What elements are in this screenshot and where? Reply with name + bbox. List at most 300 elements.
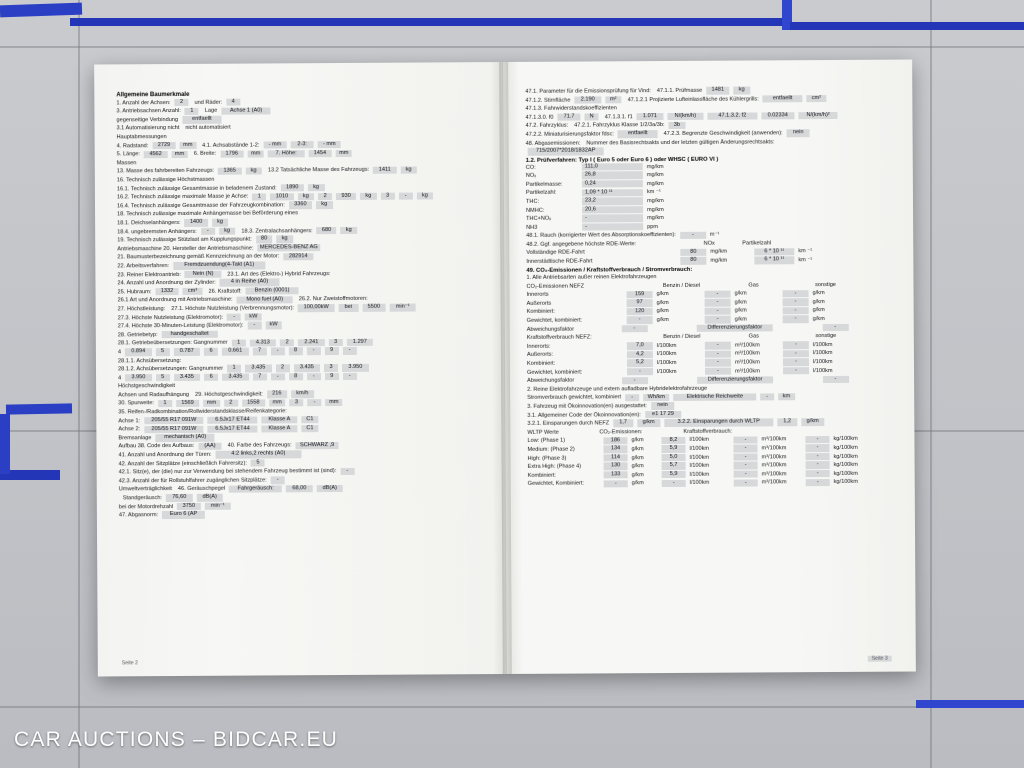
left-page-rows (116, 97, 487, 520)
left-label-24: 27. Höchstleistung: (117, 306, 166, 313)
document-field-row (526, 146, 895, 156)
left-value2-15-1: kg (340, 227, 357, 234)
left-value-37-3: C1 (302, 416, 319, 423)
left-label-31: 28.1.2. Achsübersetzungen: Gangnummer (117, 365, 224, 373)
left-value2-2-0: entfaellt (182, 116, 222, 124)
fuel-label-3: Gewichtet, kombiniert: (527, 369, 583, 376)
left-value-28-3: 2.241 (298, 339, 325, 347)
left-value-8-1: kg (245, 167, 262, 174)
co2-unit-2-2: g/km (812, 307, 825, 314)
fuel-label-0: Innerorts: (526, 343, 551, 350)
right-page-top-rows (525, 86, 894, 156)
left-value-31-1: 3.435 (245, 365, 272, 373)
left-value-35-6: 3 (290, 399, 304, 406)
right-top-value-1-1: m² (605, 96, 622, 103)
note-value-4-1: g/km (637, 420, 660, 428)
left-label-8: 13. Masse des fahrbereiten Fahrzeugs: (116, 168, 215, 175)
co2-unit-3-1: g/km (734, 316, 747, 323)
left-value2-0-0: 4 (226, 99, 240, 106)
wltp-value-2-2: - (734, 453, 758, 461)
wltp-value-2-3: - (806, 453, 830, 461)
wltp-value-5-0: - (604, 480, 628, 488)
emission-unit-7: ppm (647, 223, 659, 230)
wltp-value-3-2: - (734, 462, 758, 470)
wltp-unit-2-3: kg/100km (833, 453, 858, 460)
left-value-31-5: 3.950 (342, 364, 369, 372)
left-value-37-1: 6.5Jx17 ET44 (208, 416, 258, 424)
left-label-32: 4 (118, 375, 122, 382)
right-top-value2-4-0: 3b (669, 122, 686, 129)
left-value2-42-0: 5 (251, 459, 265, 466)
rde-smoke-label: 48.1. Rauch (korrigierter Wert des Absorptionskoeffizienten): (526, 232, 676, 240)
left-value-38-2: Klasse A (261, 425, 297, 433)
tile-line-h3 (0, 706, 1024, 708)
left-value2-43-0: - (340, 467, 354, 474)
document-field-row (119, 509, 487, 519)
emission-value-1: 26,8 (582, 172, 643, 180)
note-value-3-0: e1 17 29 (645, 411, 681, 419)
note-label-2: 3. Fahrzeug mit Ökoinnovation(en) ausgestattet: (527, 403, 647, 410)
wltp-row (528, 478, 897, 488)
fuel-value-2-0: 5,2 (627, 359, 653, 367)
wltp-value-3-1: 5,7 (662, 462, 686, 470)
left-value-11-3: 2 (318, 193, 332, 200)
left-label-17: Antriebsmaschine 20. Hersteller der Antriebsmaschine: (117, 245, 254, 253)
right-top-label2-1: 47.1.2.1 Projizierte Lufteinlassfläche des Kühlergrills: (627, 96, 759, 103)
wltp-unit-2-2: m³/100km (761, 453, 787, 460)
co2-value-2-0: 120 (627, 308, 653, 316)
wltp-unit-4-0: g/km (631, 471, 644, 478)
wltp-value-0-2: - (733, 436, 757, 444)
left-label-40: Aufbau 38. Code des Aufbaus: (118, 443, 195, 450)
left-value2-34-1: km/h (291, 390, 314, 398)
folio-right (868, 656, 892, 662)
co2-value-0-1: - (705, 290, 731, 298)
wltp-value-1-3: - (805, 444, 829, 452)
left-label2-6: 6. Breite: (193, 151, 217, 158)
rde-nox-unit-1: mg/km (710, 257, 728, 264)
left-value-11-8: kg (417, 192, 434, 199)
wltp-value-0-1: 8,2 (661, 437, 685, 445)
vehicle-document-booklet (94, 60, 916, 677)
emissions-table (526, 161, 895, 231)
rde-smoke-unit: m⁻¹ (709, 231, 720, 239)
left-value2-25-1: kW (245, 313, 262, 320)
fuel-value-2-2: - (783, 358, 809, 366)
note-label-4: 3.2.1. Einsparungen durch NEFZ (527, 420, 610, 428)
right-top-value2-3-4: N/(km/h)² (798, 112, 838, 120)
wltp-unit-2-1: l/100km (689, 454, 710, 461)
left-label2-46: Standgeräusch: (122, 495, 162, 502)
left-value-38-1: 6.5Jx17 ET44 (208, 425, 258, 433)
left-value-29-5: 7 (252, 348, 266, 355)
wltp-unit-0-0: g/km (631, 437, 644, 444)
fuel-unit-3-0: l/100km (657, 368, 677, 375)
emissions-heading: 1.2. Prüfverfahren: Typ I ( Euro 5 oder Euro 6 ) oder WHSC ( EURO VI ) (525, 156, 719, 164)
left-value-32-2: 3.435 (174, 374, 201, 382)
left-value-5-0: 2729 (152, 142, 175, 150)
tile-line-v1 (78, 0, 80, 768)
left-label-1: 3. Antriebsachsen Anzahl: (116, 108, 181, 115)
emission-name-3: Partikelzahl: (525, 190, 557, 197)
note-value-4-2: 3.2.2. Einsparungen durch WLTP (664, 419, 773, 427)
wltp-unit-3-2: m³/100km (761, 462, 787, 469)
rde-nox-unit-0: mg/km (710, 249, 728, 256)
left-value2-26-1: kW (265, 322, 282, 329)
left-value-38-3: C1 (302, 425, 319, 432)
left-value2-5-1: 2-3: (291, 141, 314, 149)
left-value-29-2: 0.787 (173, 348, 200, 356)
left-value-11-4: 930 (336, 192, 356, 200)
right-top-value2-1-0: entfaellt (763, 95, 803, 103)
right-top-value2-3-2: 47.1.3.2. f2 (708, 113, 758, 121)
emission-unit-5: mg/km (647, 206, 664, 213)
left-value-29-7: 8 (288, 347, 302, 354)
left-value-32-1: 5 (156, 374, 170, 381)
wltp-label-1: Medium: (Phase 2) (527, 446, 575, 453)
left-value2-45-2: dB(A) (317, 485, 344, 493)
right-top-value2-7-0: 715/2007*2018/1832AP (528, 148, 604, 156)
wltp-header-0: WLTP Werte (527, 429, 559, 436)
wltp-unit-1-0: g/km (631, 446, 644, 453)
wltp-unit-0-1: l/100km (689, 437, 710, 444)
left-value2-12-1: kg (316, 201, 333, 208)
wltp-unit-1-2: m³/100km (761, 445, 787, 452)
wltp-label-5: Gewichtet, Kombiniert: (527, 480, 585, 488)
left-value2-41-0: 4:2 links,2 rechts (A0) (215, 451, 301, 459)
co2-value-4-1: Differenzierungsfaktor (697, 324, 773, 332)
left-value-35-2: mm (203, 400, 220, 407)
left-label-38: Achse 2: (118, 426, 141, 433)
left-label-36: 35. Reifen-/Radkombination/Rollwiderstandsklasse/Reifenkategorie: (118, 408, 287, 416)
left-value-31-3: 3.435 (294, 365, 321, 373)
co2-unit-0-2: g/km (812, 290, 825, 297)
left-label-44: 42.3. Anzahl der für Rollstuhlfahrer zugänglichen Sitzplätze: (118, 477, 267, 485)
left-value2-8-1: kg (400, 166, 417, 173)
right-top-value2-3-1: N/(km/h) (667, 113, 703, 121)
note-label-1: Stromverbrauch gewichtet, kombiniert (527, 394, 622, 402)
left-label-11: 16.2. Technisch zulässige maximale Masse je Achse: (116, 193, 249, 201)
co2-value-1-2: - (783, 298, 809, 306)
left-value2-12-0: 3360 (289, 201, 312, 209)
fuel-value-0-0: 7,0 (627, 342, 653, 350)
rde-col-nox: NOx (703, 240, 715, 247)
emission-value-0: 111,0 (582, 163, 643, 171)
fuel-header-0: Kraftstoffverbrauch NEFZ: (526, 334, 592, 342)
co2-value-0-0: 159 (627, 291, 653, 299)
wltp-label-4: Kombiniert: (527, 472, 556, 479)
fuel-value-3-1: - (705, 368, 731, 376)
fuel-value-0-2: - (783, 341, 809, 349)
emission-name-6: THC+NOₓ (526, 215, 552, 222)
left-value-29-10: - (342, 347, 356, 354)
fuel-value-2-1: - (705, 359, 731, 367)
wltp-value-0-0: 186 (603, 437, 627, 445)
left-value2-44-0: - (271, 476, 285, 483)
fuel-unit-2-0: l/100km (656, 359, 677, 367)
left-value2-5-0: - mm (263, 141, 286, 149)
wltp-value-0-3: - (805, 436, 829, 444)
left-value-29-4: 0.661 (222, 348, 249, 356)
emission-name-5: NMHC: (526, 207, 545, 214)
co2-header-2: Gas (748, 282, 759, 289)
wltp-unit-5-3: kg/100km (833, 479, 858, 486)
left-value-35-1: 1569 (176, 400, 199, 408)
emission-name-2: Partikelmasse: (525, 181, 563, 188)
left-page-heading: Allgemeine Baumerkmale (116, 91, 190, 98)
co2-header-3: sonstige (815, 281, 836, 288)
rde-pn-value-1: 6 * 10 ¹¹ (754, 257, 794, 265)
wltp-value-5-2: - (734, 479, 758, 487)
fuel-unit-0-2: l/100km (812, 341, 833, 348)
left-value-28-5: 1.297 (347, 338, 374, 346)
fuel-value-4-1: Differenzierungsfaktor (697, 376, 773, 384)
left-label-6: 5. Länge: (116, 151, 141, 158)
left-value-11-1: 1010 (270, 193, 293, 201)
left-value-31-2: 2 (276, 365, 290, 372)
left-value2-48-0: Euro 6 (AP (162, 511, 205, 519)
rde-pn-value-0: 6 * 10 ¹¹ (754, 248, 794, 256)
left-label-5: 4. Radstand: (116, 142, 149, 150)
left-value-28-1: 4.313 (250, 339, 277, 347)
right-top-label2-3: 47.1.3.1. f1 (604, 113, 633, 121)
blue-tape-right-horizontal (790, 22, 1024, 30)
left-label-33: Höchstgeschwindigkeit (118, 383, 176, 390)
right-top-label2-5: 47.2.3. Begrenzte Geschwindigkeit (anwenden): (663, 130, 783, 137)
co2-value-2-2: - (783, 307, 809, 315)
left-value2-24-1: bei (338, 304, 358, 312)
note-value-1-0: - (625, 394, 639, 401)
blue-tape-top-horizontal (70, 18, 790, 26)
right-top-value-1-0: 2.190 (574, 96, 601, 104)
rde-nox-value-0: 80 (680, 249, 706, 257)
emission-value-4: 23,2 (582, 197, 643, 205)
left-value2-17-0: MERCEDES-BENZ AG (257, 244, 320, 252)
co2-value-2-1: - (705, 307, 731, 315)
wltp-unit-3-3: kg/100km (833, 461, 858, 469)
left-value2-14-0: 1400 (185, 219, 208, 227)
left-label-9: 16. Technisch zulässige Höchstmassen (116, 176, 215, 184)
left-value2-6-2: 7. Höhe: (268, 150, 304, 158)
left-value-11-6: 3 (381, 192, 395, 199)
co2-unit-1-2: g/km (812, 298, 825, 305)
left-value-37-2: Klasse A (261, 416, 297, 424)
page-right-content (503, 60, 916, 674)
left-value-15-0: - (201, 228, 215, 235)
left-value-35-7: - (308, 399, 322, 406)
left-value-32-3: 6 (204, 374, 218, 381)
left-label-19: 22. Arbeitsverfahren: (117, 263, 170, 270)
left-value-37-0: 205/55 R17 091W (144, 417, 204, 425)
co2-value-1-1: - (705, 299, 731, 307)
left-value2-25-0: - (227, 313, 241, 320)
left-label-21: 24. Anzahl und Anordnung der Zylinder: (117, 279, 216, 287)
left-value2-18-0: 282914 (283, 253, 313, 261)
watermark: CAR AUCTIONS – BIDCAR.EU (14, 728, 339, 751)
fuel-value-3-0: - (627, 368, 653, 376)
left-label-42: 42. Anzahl der Sitzplätze (einschließlich Fahrersitz): (118, 460, 248, 467)
wltp-value-3-3: - (806, 461, 830, 469)
co2-unit-0-1: g/km (734, 290, 747, 297)
left-value2-24-3: min⁻¹ (389, 304, 416, 312)
left-value-11-7: - (399, 192, 413, 199)
left-label-0: 1. Anzahl der Achsen: (116, 99, 171, 107)
left-label-39: Bremsanlage (118, 435, 152, 442)
page-left-content (94, 62, 506, 676)
wltp-unit-3-0: g/km (631, 463, 644, 470)
blue-tape-left-vertical (6, 403, 72, 414)
emission-unit-4: mg/km (646, 197, 664, 205)
left-value2-15-0: 680 (317, 227, 337, 235)
blue-tape-left-edge (0, 414, 10, 474)
left-label-48: 47. Abgasnorm: (118, 512, 159, 519)
wltp-header-1: CO₂-Emissionen: (599, 428, 643, 436)
left-value-29-8: - (306, 347, 320, 354)
fuel-unit-1-2: l/100km (812, 350, 833, 357)
left-label-43: 42.1. Sitz(e), der (die) nur zur Verwendung bei stehendem Fahrzeug bestimmt ist (sind): (118, 468, 337, 476)
left-label-3: 3.1 Automatisierung nicht (116, 125, 180, 132)
right-top-label-3: 47.1.3.0. f0 (525, 114, 554, 121)
emission-unit-3: km ⁻¹ (646, 189, 661, 196)
wltp-value-3-0: 130 (604, 463, 628, 471)
right-top-value-5-0: entfaellt (618, 130, 658, 138)
note-value-4-0: 1,7 (613, 420, 633, 428)
left-label-15: 18.4. ungebremsten Anhängers: (117, 228, 197, 235)
left-label-28: 28.1. Getriebeübersetzungen: Gangnummer (117, 340, 228, 347)
wltp-value-5-3: - (806, 479, 830, 487)
left-value-29-0: 0.894 (125, 348, 152, 356)
folio-right-text: Seite 3 (868, 656, 892, 662)
co2-label-4: Abweichungsfaktor (526, 326, 575, 333)
wltp-unit-4-3: kg/100km (833, 470, 858, 477)
left-label2-3: nicht automatisiert (185, 125, 231, 132)
wltp-unit-5-1: l/100km (689, 480, 710, 487)
right-page-notes (527, 383, 896, 428)
left-value2-24-2: 5500 (362, 304, 385, 312)
left-value2-46-0: 76,60 (166, 494, 193, 502)
rde-heading: 48.2. Ggf. angegebene höchste RDE-Werte: (526, 241, 637, 248)
left-label-16: 19. Technisch zulässige Stützlast am Kupplungspunkt: (117, 236, 252, 244)
left-value-32-10: - (343, 373, 357, 380)
emission-unit-0: mg/km (646, 163, 664, 170)
left-value-32-6: - (271, 373, 285, 380)
fuel-header-1: Benzin / Diesel (663, 334, 701, 341)
wltp-values-table (527, 426, 896, 488)
left-label2-8: 13.2 Tatsächliche Masse des Fahrzeugs: (267, 167, 370, 174)
right-top-value2-5-0: nein (787, 129, 810, 137)
wltp-value-1-1: 5,9 (661, 445, 685, 453)
left-value-6-0: 4562 (144, 151, 167, 159)
fuel-value-0-1: - (705, 342, 731, 350)
left-label-37: Achse 1: (118, 417, 141, 425)
left-value-23-0: Mono fuel (A0) (237, 296, 293, 304)
left-label2-20: 23.1. Art des (Elektro-) Hybrid Fahrzeugs: (227, 270, 331, 278)
wltp-value-4-3: - (806, 470, 830, 478)
wltp-value-4-0: 133 (604, 471, 628, 479)
left-value2-45-0: Fahrgeräusch: (229, 485, 282, 493)
left-value2-14-1: kg (212, 219, 229, 226)
co2-unit-3-0: g/km (656, 317, 669, 324)
left-value-29-1: 5 (155, 348, 169, 355)
co2-value-0-2: - (783, 290, 809, 298)
right-top-label-5: 47.2.2. Miniaturisierungsfaktor fdsc: (525, 131, 614, 138)
left-label-41: 41. Anzahl und Anordnung der Türen: (118, 451, 212, 459)
emission-unit-1: mg/km (646, 172, 664, 179)
left-label2-0: und Räder: (194, 99, 223, 106)
left-value-35-3: 2 (224, 399, 238, 406)
co2-unit-0-0: g/km (656, 291, 669, 298)
fuel-unit-3-2: l/100km (813, 367, 833, 374)
left-value2-19-0: Fremdzuendung(4-Takt (A1) (173, 262, 266, 270)
co2-unit-1-1: g/km (734, 299, 747, 306)
left-label-7: Massen (116, 160, 137, 167)
left-value2-34-0: 216 (267, 391, 287, 399)
wltp-value-1-0: 134 (603, 446, 627, 454)
co2-label-3: Gewichtet, kombiniert: (526, 317, 583, 324)
co2-unit-3-2: g/km (812, 316, 825, 323)
left-value-11-0: 1 (252, 193, 266, 200)
left-value-32-8: - (307, 373, 321, 380)
left-value2-6-0: 1796 (220, 150, 243, 158)
fuel-header-2: Gas (748, 333, 759, 340)
left-value-47-1: min⁻¹ (204, 503, 231, 511)
fuel-unit-0-0: l/100km (656, 342, 677, 349)
wltp-label-0: Low: (Phase 1) (527, 437, 566, 445)
left-value-11-5: kg (360, 192, 377, 199)
wltp-unit-4-2: m³/100km (761, 471, 787, 478)
co2-unit-2-0: g/km (656, 308, 669, 315)
note-label-3: 3.1. Allgemeiner Code der Ökoinnovation(en): (527, 411, 641, 419)
left-label-10: 16.1. Technisch zulässige Gesamtmasse in beladenem Zustand: (116, 185, 277, 192)
wltp-unit-0-3: kg/100km (833, 436, 858, 443)
wltp-value-2-0: 114 (604, 454, 628, 462)
left-label-47: bei der Motordrehzahl (118, 503, 174, 510)
blue-tape-bottom-right (916, 700, 1024, 708)
left-value2-22-0: Benzin (0001) (246, 287, 299, 295)
wltp-value-2-1: 5,0 (662, 454, 686, 462)
left-value-31-0: 1 (227, 365, 241, 372)
co2-header-1: Benzin / Diesel (662, 282, 701, 289)
left-label2-23: 26.2. Nur Zweistoffmotoren: (298, 296, 368, 303)
right-top-value-3-0: 71.7 (557, 114, 580, 122)
right-top-value2-3-0: 1.071 (637, 113, 664, 121)
fuel-value-4-0: - (622, 377, 648, 385)
co2-label-2: Kombiniert: (526, 309, 555, 316)
right-top-label-0: 47.1. Parameter für die Emissionsprüfung für Vind: (525, 88, 651, 95)
right-top-label-6: 48. Abgasemissionen: (525, 140, 581, 147)
rde-row-label-1: Innerstädtische RDE-Fahrt (526, 258, 593, 265)
fuel-value-1-1: - (705, 350, 731, 358)
left-label-25: 27.3. Höchste Nutzleistung (Elektromotor): (117, 314, 224, 321)
co2-heading: 49. CO₂-Emissionen / Kraftstoffverbrauch / Stromverbrauch: (526, 266, 693, 274)
wltp-label-3: Extra High: (Phase 4) (527, 463, 582, 471)
left-value-22-0: 1332 (155, 288, 178, 296)
fuel-unit-1-0: l/100km (656, 351, 677, 358)
emission-value-2: 0,24 (582, 180, 643, 188)
left-value-22-1: cm³ (183, 288, 203, 296)
co2-unit-1-0: g/km (656, 299, 669, 306)
left-value-35-4: 1558 (242, 399, 265, 407)
left-label2-15: 18.3. Zentralachsanhängers: (241, 227, 313, 235)
left-label-23: 26.1 Art und Anordnung mit Antriebsmaschine: (117, 297, 233, 304)
note-value-1-1: Wh/km (643, 394, 670, 402)
left-value2-21-0: 4 in Reihe (A0) (220, 279, 280, 287)
left-value-8-0: 1365 (218, 167, 241, 175)
left-label-13: 18. Technisch zulässige maximale Anhängemasse bei Beförderung eines (117, 210, 298, 218)
wltp-unit-3-1: l/100km (689, 462, 710, 470)
emission-value-3: 1,09 * 10 ¹¹ (582, 189, 643, 197)
left-value2-27-0: handgeschaltet (162, 331, 218, 339)
